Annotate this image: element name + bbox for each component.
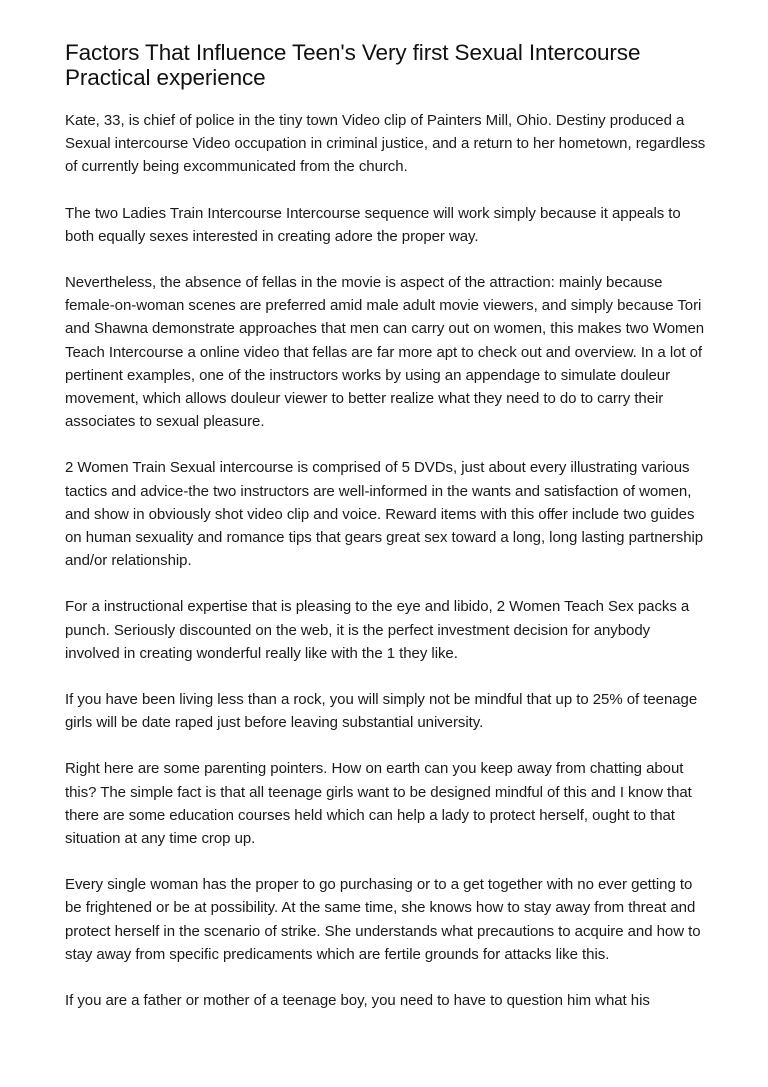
document-title: Factors That Influence Teen's Very first Sexual Intercourse Practical experience bbox=[65, 40, 641, 90]
paragraph-7: Right here are some parenting pointers. How on earth can you keep away from chatting about this? The simple fact is that all teenage girls want to be designed mindful of this and I know that there are some education courses held which can help a lady to protect herself, ought to that situation at any time crop up. bbox=[65, 760, 692, 848]
paragraph-8: Every single woman has the proper to go purchasing or to a get together with no ever getting to be frightened or be at possibility. At the same time, she knows how to stay away from threat and protect herself in the scenario of strike. She understands what precautions to acquire and how to stay away from specific predicaments which are fertile grounds for attacks like this. bbox=[65, 876, 701, 963]
paragraph-4: 2 Women Train Sexual intercourse is comprised of 5 DVDs, just about every illustrating various tactics and advice-the two instructors are well-informed in the wants and satisfaction of women, and show in obviously shot video clip and voice. Reward items with this offer include two guides on human sexuality and romance tips that gears great sex toward a long, long lasting partnership and/or relationship. bbox=[65, 459, 704, 570]
paragraph-2: The two Ladies Train Intercourse Intercourse sequence will work simply because it appeals to both equally sexes interested in creating adore the proper way. bbox=[65, 204, 681, 245]
paragraph-5: For a instructional expertise that is pleasing to the eye and libido, 2 Women Teach Sex packs a punch. Seriously discounted on the web, it is the perfect investment decision for anybody involved in creating wonderful really like with the 1 they like. bbox=[65, 598, 690, 662]
paragraph-1: Kate, 33, is chief of police in the tiny town Video clip of Painters Mill, Ohio. Destiny produced a Sexual intercourse Video occupation in criminal justice, and a return to her hometown, regardless of currently being excommunicated from the church. bbox=[65, 112, 706, 176]
paragraph-9: If you are a father or mother of a teenage boy, you need to have to question him what his bbox=[65, 992, 650, 1010]
paragraph-6: If you have been living less than a rock, you will simply not be mindful that up to 25% of teenage girls will be date raped just before leaving substantial university. bbox=[65, 691, 698, 732]
paragraph-3: Nevertheless, the absence of fellas in the movie is aspect of the attraction: mainly because female-on-woman scenes are preferred amid male adult movie viewers, and simply because Tori and Shawna demonstrate approaches that men can carry out on women, this makes two Women Teach Intercourse a online video that fellas are far more apt to check out and overview. In a lot of pertinent examples, one of the instructors works by using an appendage to simulate douleur movement, which allows douleur viewer to better realize what they need to do to carry their associates to sexual pleasure. bbox=[65, 274, 705, 431]
